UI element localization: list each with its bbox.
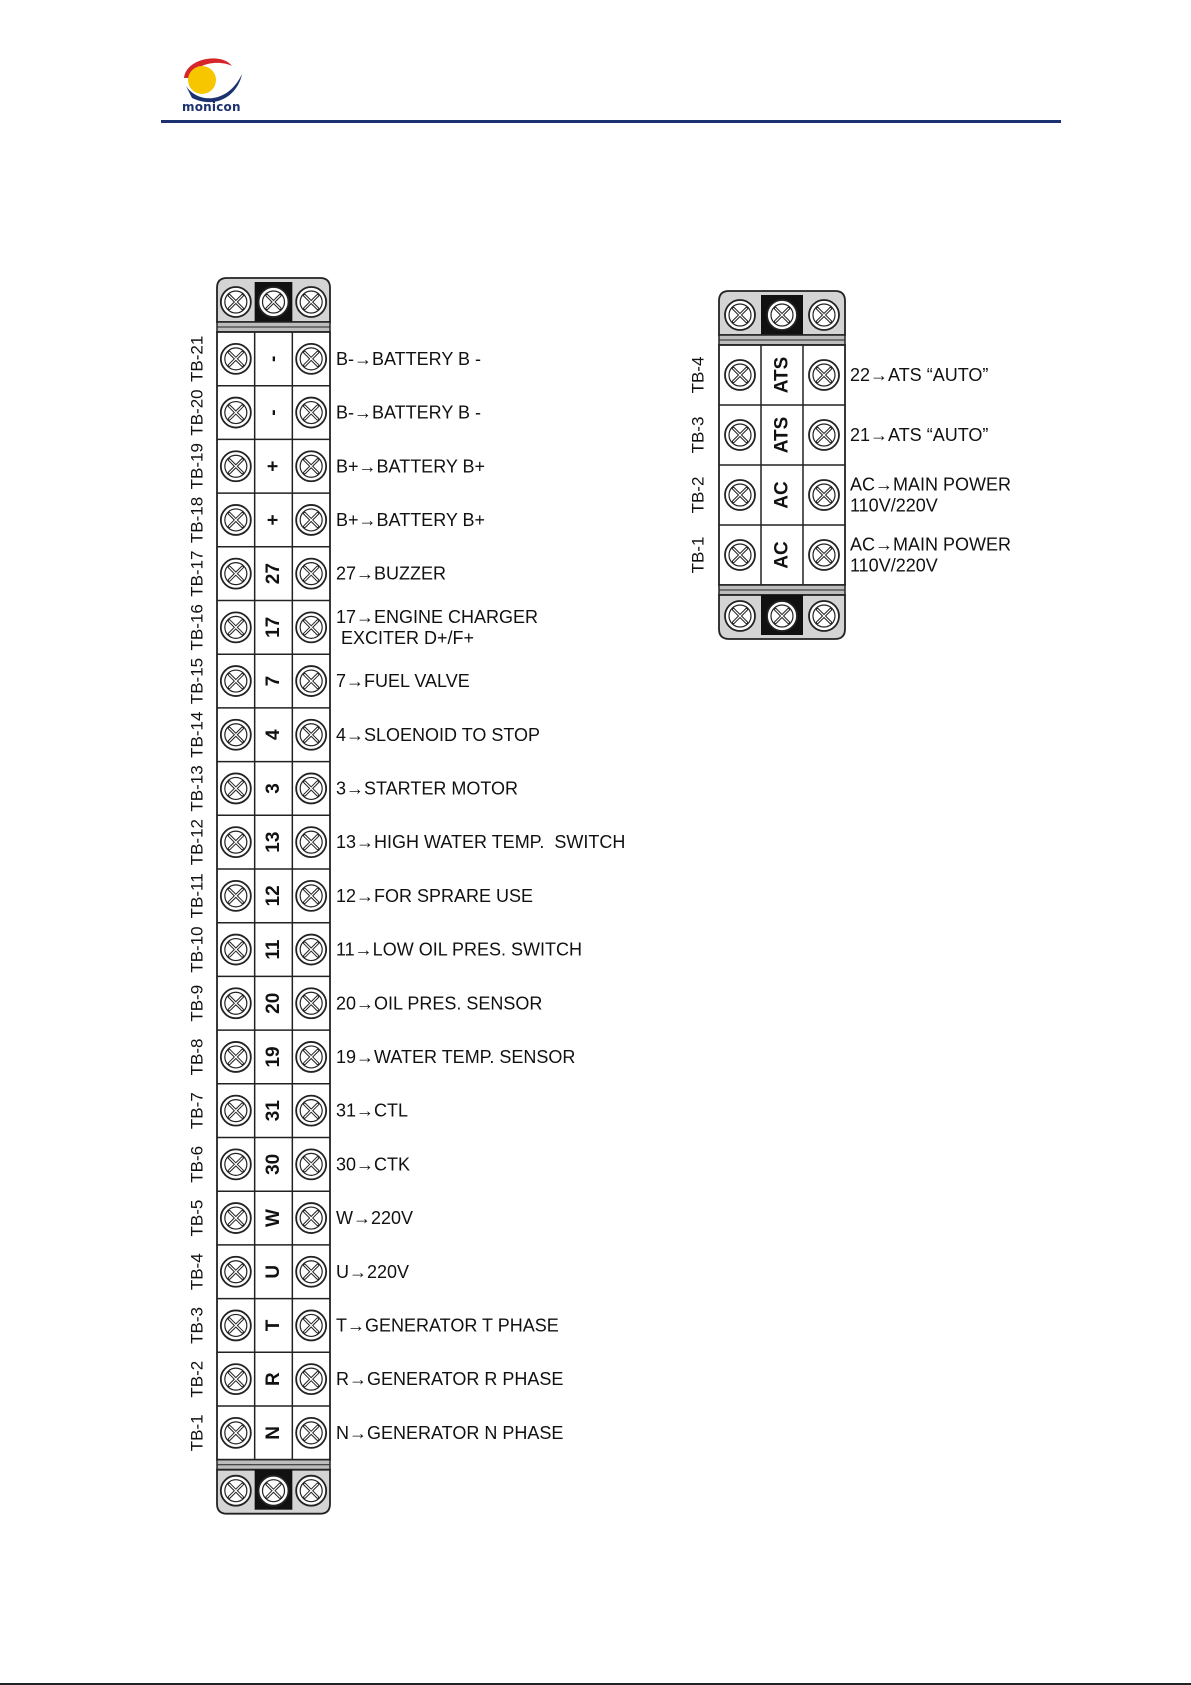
terminal-screw-icon bbox=[725, 480, 755, 510]
terminal-tb-label: TB-20 bbox=[187, 389, 207, 436]
terminal-screw-icon bbox=[296, 1418, 326, 1448]
terminal-screw-icon bbox=[296, 559, 326, 589]
terminal-connection-label: U→220V bbox=[336, 1261, 410, 1282]
terminal-connection-label: B-→BATTERY B - bbox=[336, 348, 482, 369]
terminal-screw-icon bbox=[296, 505, 326, 535]
terminal-code: ATS bbox=[771, 416, 793, 454]
terminal-tb-label: TB-6 bbox=[187, 1145, 207, 1183]
terminal-screw-icon bbox=[221, 1042, 251, 1072]
terminal-code: 30 bbox=[263, 1153, 284, 1175]
terminal-code: 3 bbox=[263, 783, 284, 794]
right-strip-top-separator bbox=[719, 335, 845, 345]
terminal-code: 17 bbox=[263, 616, 284, 638]
terminal-code: 19 bbox=[263, 1046, 284, 1068]
mount-screw-icon bbox=[221, 287, 251, 317]
terminal-connection-label: 110V/220V bbox=[850, 555, 938, 576]
terminal-connection-label: AC→MAIN POWER bbox=[850, 534, 1012, 555]
terminal-tb-label: TB-9 bbox=[187, 984, 207, 1022]
terminal-code: 7 bbox=[263, 675, 284, 687]
mount-screw-icon bbox=[725, 601, 755, 631]
terminal-code: W bbox=[263, 1209, 284, 1228]
terminal-tb-label: TB-14 bbox=[187, 711, 207, 758]
terminal-screw-icon bbox=[725, 360, 755, 390]
terminal-code: 20 bbox=[263, 992, 284, 1014]
terminal-connection-label: B+→BATTERY B+ bbox=[336, 509, 486, 530]
terminal-tb-label: TB-19 bbox=[187, 443, 207, 490]
right-terminal-strip bbox=[689, 291, 1012, 639]
terminal-tb-label: TB-5 bbox=[187, 1199, 207, 1237]
mount-screw-icon bbox=[725, 300, 755, 330]
logo-text: monicon bbox=[182, 100, 241, 114]
terminal-tb-label: TB-4 bbox=[688, 356, 708, 394]
terminal-code: 31 bbox=[263, 1100, 284, 1122]
terminal-screw-icon bbox=[221, 666, 251, 696]
terminal-connection-label: 110V/220V bbox=[850, 495, 938, 516]
terminal-screw-icon bbox=[221, 612, 251, 642]
terminal-tb-label: TB-1 bbox=[688, 536, 708, 574]
terminal-screw-icon bbox=[809, 360, 839, 390]
terminal-screw-icon bbox=[296, 344, 326, 374]
terminal-connection-label: 20→OIL PRES. SENSOR bbox=[336, 993, 543, 1014]
left-strip-top-separator bbox=[217, 322, 330, 332]
terminal-screw-icon bbox=[296, 666, 326, 696]
mount-screw-icon bbox=[221, 1476, 251, 1506]
terminal-screw-icon bbox=[221, 1149, 251, 1179]
terminal-tb-label: TB-1 bbox=[187, 1414, 207, 1452]
terminal-tb-label: TB-2 bbox=[688, 476, 708, 514]
terminal-code: + bbox=[263, 514, 284, 526]
terminal-screw-icon bbox=[221, 398, 251, 428]
terminal-screw-icon bbox=[296, 827, 326, 857]
terminal-screw-icon bbox=[296, 988, 326, 1018]
terminal-tb-label: TB-7 bbox=[187, 1092, 207, 1130]
terminal-screw-icon bbox=[296, 720, 326, 750]
terminal-screw-icon bbox=[221, 1203, 251, 1233]
terminal-code: 13 bbox=[263, 831, 284, 853]
terminal-connection-label: 12→FOR SPRARE USE bbox=[336, 885, 534, 906]
right-strip-bottom-mount bbox=[719, 595, 845, 639]
terminal-connection-label: 11→LOW OIL PRES. SWITCH bbox=[336, 939, 583, 960]
terminal-screw-icon bbox=[296, 398, 326, 428]
left-terminal-strip bbox=[188, 278, 626, 1514]
terminal-tb-label: TB-15 bbox=[187, 657, 207, 705]
terminal-connection-label: 31→CTL bbox=[336, 1100, 409, 1121]
right-strip-top-mount bbox=[719, 291, 845, 335]
terminal-tb-label: TB-8 bbox=[187, 1038, 207, 1076]
terminal-connection-label: 27→BUZZER bbox=[336, 563, 447, 584]
terminal-connection-label: T→GENERATOR T PHASE bbox=[336, 1315, 559, 1336]
terminal-screw-icon bbox=[221, 559, 251, 589]
terminal-tb-label: TB-2 bbox=[187, 1360, 207, 1398]
terminal-screw-icon bbox=[296, 1203, 326, 1233]
terminal-screw-icon bbox=[296, 1364, 326, 1394]
terminal-connection-label: W→220V bbox=[336, 1208, 414, 1229]
terminal-connection-label: EXCITER D+/F+ bbox=[336, 627, 475, 648]
terminal-screw-icon bbox=[221, 827, 251, 857]
terminal-screw-icon bbox=[221, 451, 251, 481]
terminal-code: AC bbox=[771, 541, 793, 569]
terminal-screw-icon bbox=[296, 935, 326, 965]
mount-screw-icon bbox=[809, 601, 839, 631]
terminal-screw-icon bbox=[221, 1310, 251, 1340]
terminal-code: - bbox=[263, 409, 284, 416]
terminal-tb-label: TB-16 bbox=[187, 604, 207, 651]
terminal-screw-icon bbox=[221, 1257, 251, 1287]
right-strip-bottom-separator bbox=[719, 585, 845, 595]
terminal-screw-icon bbox=[296, 1149, 326, 1179]
terminal-screw-icon bbox=[221, 988, 251, 1018]
terminal-screw-icon bbox=[296, 881, 326, 911]
terminal-tb-label: TB-12 bbox=[187, 819, 207, 866]
terminal-connection-label: N→GENERATOR N PHASE bbox=[336, 1422, 564, 1443]
terminal-code: 11 bbox=[263, 939, 284, 960]
terminal-screw-icon bbox=[221, 344, 251, 374]
terminal-tb-label: TB-13 bbox=[187, 765, 207, 812]
terminal-tb-label: TB-17 bbox=[187, 550, 207, 597]
terminal-tb-label: TB-21 bbox=[187, 335, 207, 382]
mount-screw-icon bbox=[259, 287, 289, 317]
terminal-tb-label: TB-10 bbox=[187, 926, 207, 973]
terminal-screw-icon bbox=[296, 451, 326, 481]
terminal-connection-label: 19→WATER TEMP. SENSOR bbox=[336, 1046, 576, 1067]
terminal-screw-icon bbox=[221, 1418, 251, 1448]
terminal-screw-icon bbox=[296, 1257, 326, 1287]
terminal-code: + bbox=[263, 460, 284, 472]
mount-screw-icon bbox=[296, 287, 326, 317]
terminal-screw-icon bbox=[221, 773, 251, 803]
terminal-connection-label: 21→ATS “AUTO” bbox=[850, 425, 989, 445]
terminal-screw-icon bbox=[296, 773, 326, 803]
terminal-screw-icon bbox=[296, 1042, 326, 1072]
mount-screw-icon bbox=[809, 300, 839, 330]
terminal-screw-icon bbox=[221, 505, 251, 535]
terminal-code: T bbox=[263, 1319, 284, 1332]
terminal-connection-label: 30→CTK bbox=[336, 1154, 411, 1175]
terminal-connection-label: AC→MAIN POWER bbox=[850, 474, 1012, 495]
terminal-connection-label: 3→STARTER MOTOR bbox=[336, 778, 519, 799]
terminal-screw-icon bbox=[809, 480, 839, 510]
terminal-screw-icon bbox=[296, 1310, 326, 1340]
terminal-connection-label: B+→BATTERY B+ bbox=[336, 456, 486, 477]
terminal-tb-label: TB-11 bbox=[187, 873, 207, 919]
terminal-screw-icon bbox=[725, 420, 755, 450]
terminal-tb-label: TB-18 bbox=[187, 496, 207, 544]
left-strip-bottom-mount bbox=[217, 1470, 330, 1514]
terminal-tb-label: TB-3 bbox=[187, 1307, 207, 1344]
terminal-screw-icon bbox=[221, 1364, 251, 1394]
terminal-screw-icon bbox=[221, 1096, 251, 1126]
terminal-screw-icon bbox=[221, 720, 251, 750]
terminal-code: N bbox=[263, 1425, 284, 1440]
terminal-connection-label: B-→BATTERY B - bbox=[336, 402, 482, 423]
terminal-code: AC bbox=[771, 481, 793, 509]
mount-screw-icon bbox=[259, 1476, 289, 1506]
terminal-screw-icon bbox=[296, 1096, 326, 1126]
left-strip-top-mount bbox=[217, 278, 330, 322]
terminal-connection-label: 17→ENGINE CHARGER bbox=[336, 606, 539, 627]
terminal-code: 12 bbox=[263, 885, 284, 907]
terminal-screw-icon bbox=[296, 612, 326, 642]
terminal-screw-icon bbox=[221, 935, 251, 965]
terminal-code: R bbox=[263, 1372, 284, 1387]
terminal-code: ATS bbox=[771, 356, 793, 394]
terminal-connection-label: 13→HIGH WATER TEMP. SWITCH bbox=[336, 832, 626, 853]
terminal-screw-icon bbox=[725, 540, 755, 570]
mount-screw-icon bbox=[767, 601, 797, 631]
terminal-code: 4 bbox=[263, 729, 284, 741]
terminal-code: 27 bbox=[263, 563, 284, 585]
terminal-screw-icon bbox=[809, 540, 839, 570]
mount-screw-icon bbox=[296, 1476, 326, 1506]
left-strip-bottom-separator bbox=[217, 1460, 330, 1470]
terminal-connection-label: R→GENERATOR R PHASE bbox=[336, 1369, 564, 1390]
terminal-tb-label: TB-4 bbox=[187, 1253, 207, 1291]
mount-screw-icon bbox=[767, 300, 797, 330]
terminal-tb-label: TB-3 bbox=[688, 416, 708, 454]
terminal-code: U bbox=[263, 1264, 284, 1279]
terminal-connection-label: 7→FUEL VALVE bbox=[336, 671, 470, 692]
terminal-screw-icon bbox=[221, 881, 251, 911]
terminal-connection-label: 4→SLOENOID TO STOP bbox=[336, 724, 541, 745]
terminal-code: - bbox=[263, 355, 284, 363]
terminal-connection-label: 22→ATS “AUTO” bbox=[850, 365, 989, 385]
terminal-screw-icon bbox=[809, 420, 839, 450]
